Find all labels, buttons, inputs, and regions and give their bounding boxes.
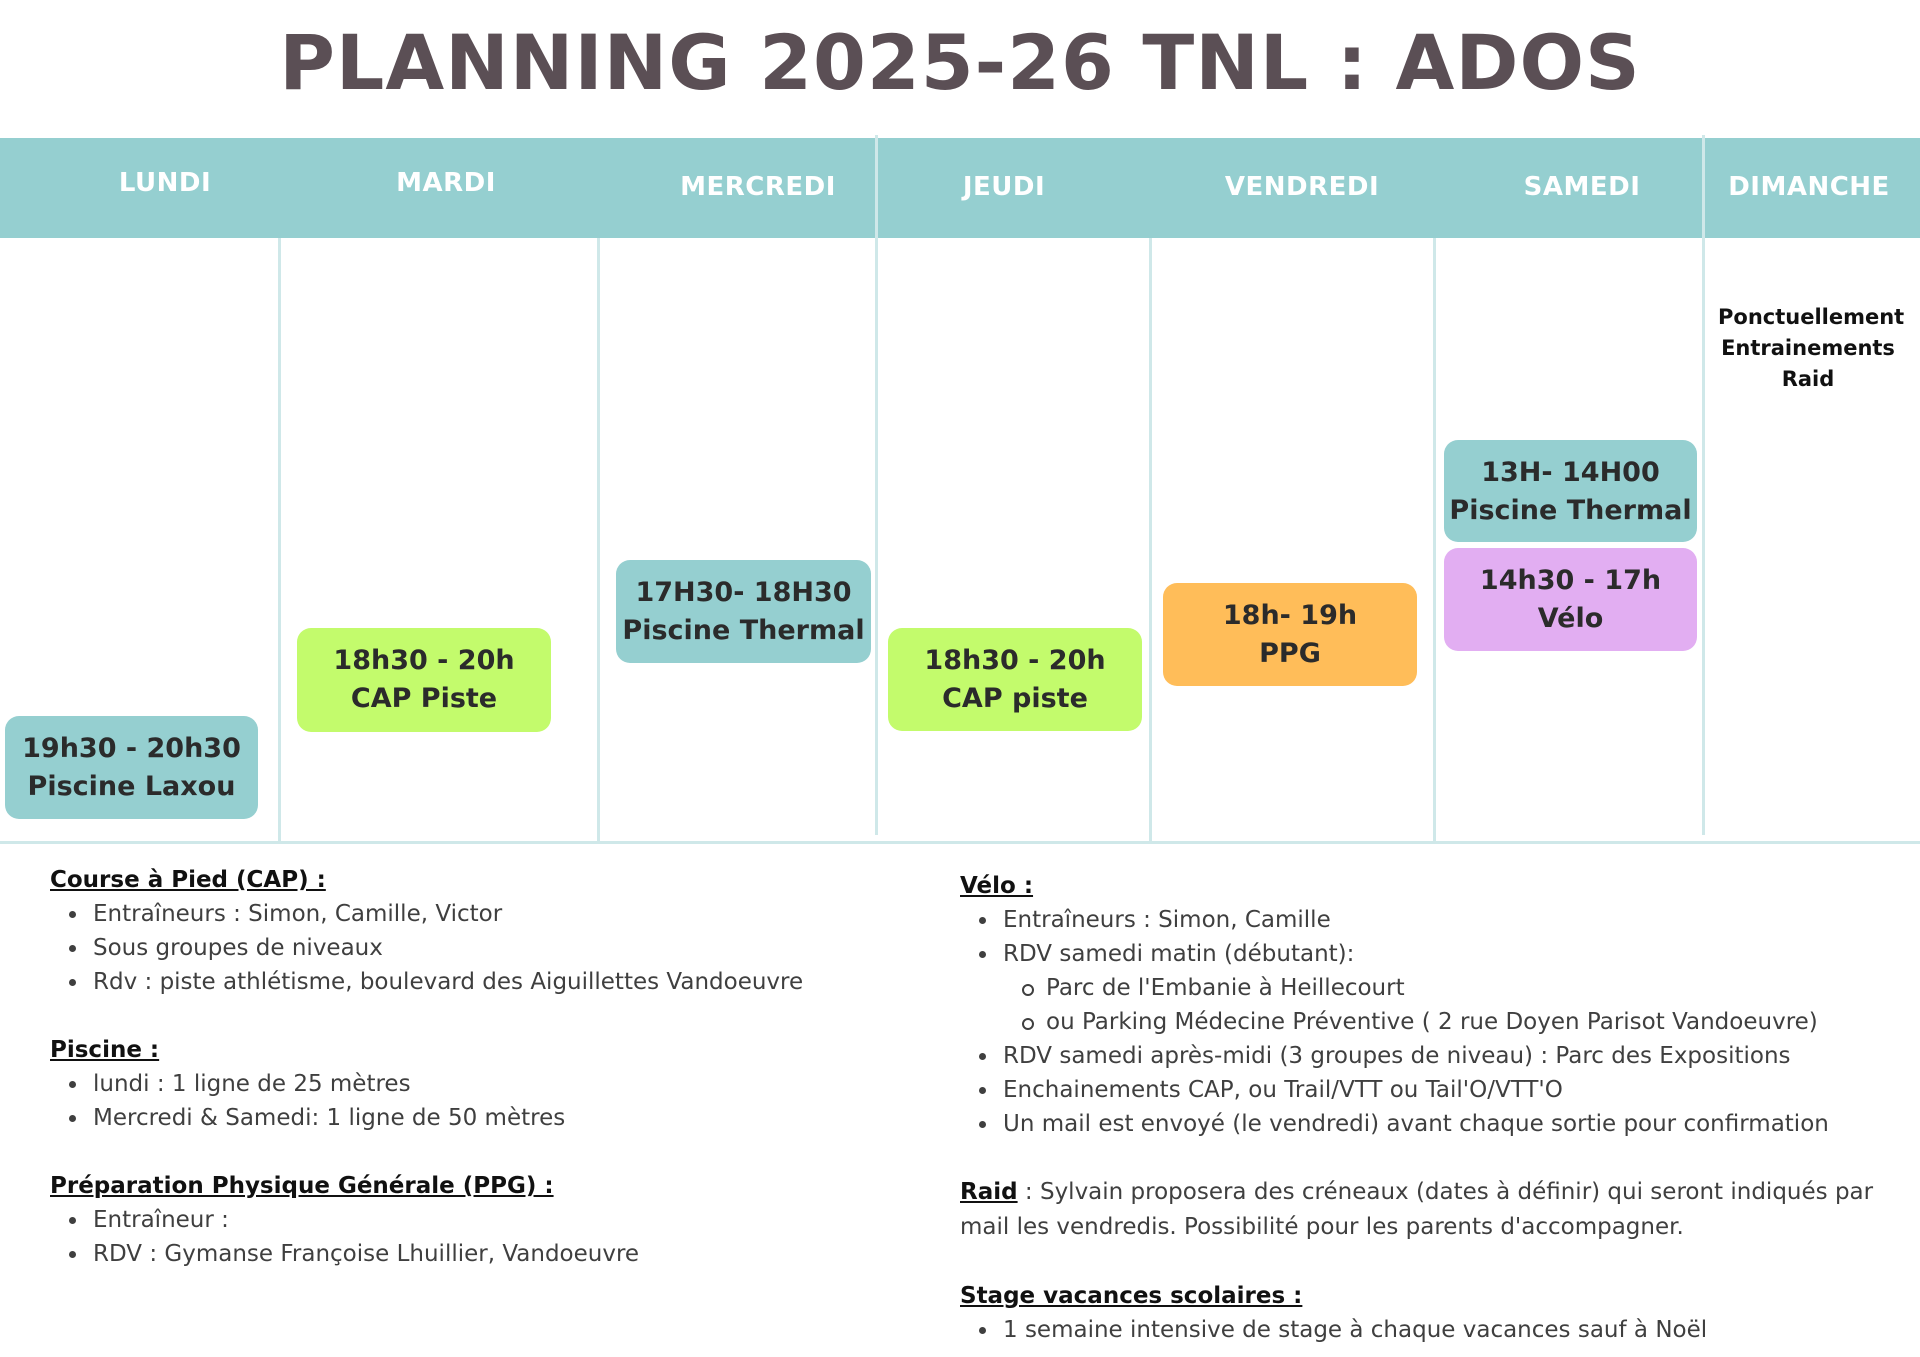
page-title: PLANNING 2025-26 TNL : ADOS — [279, 18, 1641, 107]
session-mardi — [297, 628, 551, 732]
session-time: 18h- 19h — [1222, 600, 1358, 631]
list-item: Un mail est envoyé (le vendredi) avant chaque sortie pour confirmation — [960, 1107, 1890, 1141]
list-item: lundi : 1 ligne de 25 mètres — [50, 1067, 930, 1101]
raid-text: : Sylvain proposera des créneaux (dates à définir) qui seront indiqués par mail les vendredis. Possibilité pour les parents d'accompagner. — [960, 1179, 1874, 1240]
session-samedi-swim — [1444, 440, 1697, 542]
cap-heading: Course à Pied (CAP) : — [50, 867, 326, 893]
session-activity: Piscine Thermal — [1449, 495, 1692, 526]
velo-heading: Vélo : — [960, 873, 1034, 899]
session-activity: Piscine Thermal — [622, 615, 865, 646]
day-lundi: LUNDI — [118, 168, 212, 198]
cap-list — [50, 897, 930, 999]
session-time: 19h30 - 20h30 — [22, 733, 241, 764]
list-item: Entraîneurs : Simon, Camille — [960, 903, 1890, 937]
sunday-note — [1718, 302, 1905, 395]
piscine-heading: Piscine : — [50, 1037, 160, 1063]
column-divider — [1149, 238, 1152, 844]
list-item: Sous groupes de niveaux — [50, 931, 930, 965]
day-jeudi: JEUDI — [962, 172, 1046, 202]
list-item: Entraîneurs : Simon, Camille, Victor — [50, 897, 930, 931]
raid-paragraph — [960, 1175, 1890, 1245]
sunday-note-line: Ponctuellement — [1718, 305, 1905, 329]
piscine-list — [50, 1067, 930, 1135]
session-time: 18h30 - 20h — [333, 645, 515, 676]
session-lundi — [5, 716, 258, 819]
list-subitem: ou Parking Médecine Préventive ( 2 rue Doyen Parisot Vandoeuvre) — [960, 1005, 1890, 1039]
day-dimanche: DIMANCHE — [1728, 172, 1890, 202]
schedule-bottom-border — [0, 841, 1920, 844]
session-time: 17H30- 18H30 — [635, 577, 852, 608]
column-divider — [278, 238, 281, 844]
days-header — [0, 138, 1920, 238]
session-activity: PPG — [1259, 638, 1321, 669]
session-time: 14h30 - 17h — [1479, 565, 1662, 596]
column-divider — [1702, 135, 1705, 835]
sunday-note-line: Entrainements — [1721, 336, 1895, 360]
session-vendredi — [1163, 583, 1417, 686]
session-jeudi — [888, 628, 1142, 731]
info-right — [960, 869, 1890, 1347]
list-item: RDV samedi matin (débutant): — [960, 937, 1890, 971]
sunday-note-line: Raid — [1781, 367, 1835, 391]
day-vendredi: VENDREDI — [1224, 172, 1380, 202]
session-activity: Vélo — [1537, 603, 1604, 634]
stage-heading: Stage vacances scolaires : — [960, 1283, 1303, 1309]
column-divider — [1433, 238, 1436, 844]
ppg-list — [50, 1203, 930, 1271]
raid-label: Raid — [960, 1179, 1018, 1205]
session-time: 13H- 14H00 — [1481, 457, 1660, 488]
list-item: RDV : Gymanse Françoise Lhuillier, Vandoeuvre — [50, 1237, 930, 1271]
session-activity: CAP Piste — [350, 683, 498, 714]
ppg-heading: Préparation Physique Générale (PPG) : — [50, 1173, 554, 1199]
list-subitem: Parc de l'Embanie à Heillecourt — [960, 971, 1890, 1005]
list-item: Mercredi & Samedi: 1 ligne de 50 mètres — [50, 1101, 930, 1135]
session-activity: Piscine Laxou — [27, 771, 236, 802]
column-divider — [875, 135, 878, 835]
session-samedi-bike — [1444, 548, 1697, 651]
column-divider — [597, 238, 600, 844]
list-item: RDV samedi après-midi (3 groupes de niveau) : Parc des Expositions — [960, 1039, 1890, 1073]
velo-list — [960, 903, 1890, 1141]
list-item: Enchainements CAP, ou Trail/VTT ou Tail'O/VTT'O — [960, 1073, 1890, 1107]
info-left — [50, 863, 930, 1271]
day-samedi: SAMEDI — [1523, 172, 1641, 202]
session-activity: CAP piste — [942, 683, 1088, 714]
day-mercredi: MERCREDI — [680, 172, 836, 202]
session-time: 18h30 - 20h — [924, 645, 1106, 676]
session-mercredi — [616, 560, 871, 663]
list-item: 1 semaine intensive de stage à chaque vacances sauf à Noël — [960, 1313, 1890, 1347]
list-item: Entraîneur : — [50, 1203, 930, 1237]
list-item: Rdv : piste athlétisme, boulevard des Aiguillettes Vandoeuvre — [50, 965, 930, 999]
stage-list — [960, 1313, 1890, 1347]
day-mardi: MARDI — [396, 168, 496, 198]
